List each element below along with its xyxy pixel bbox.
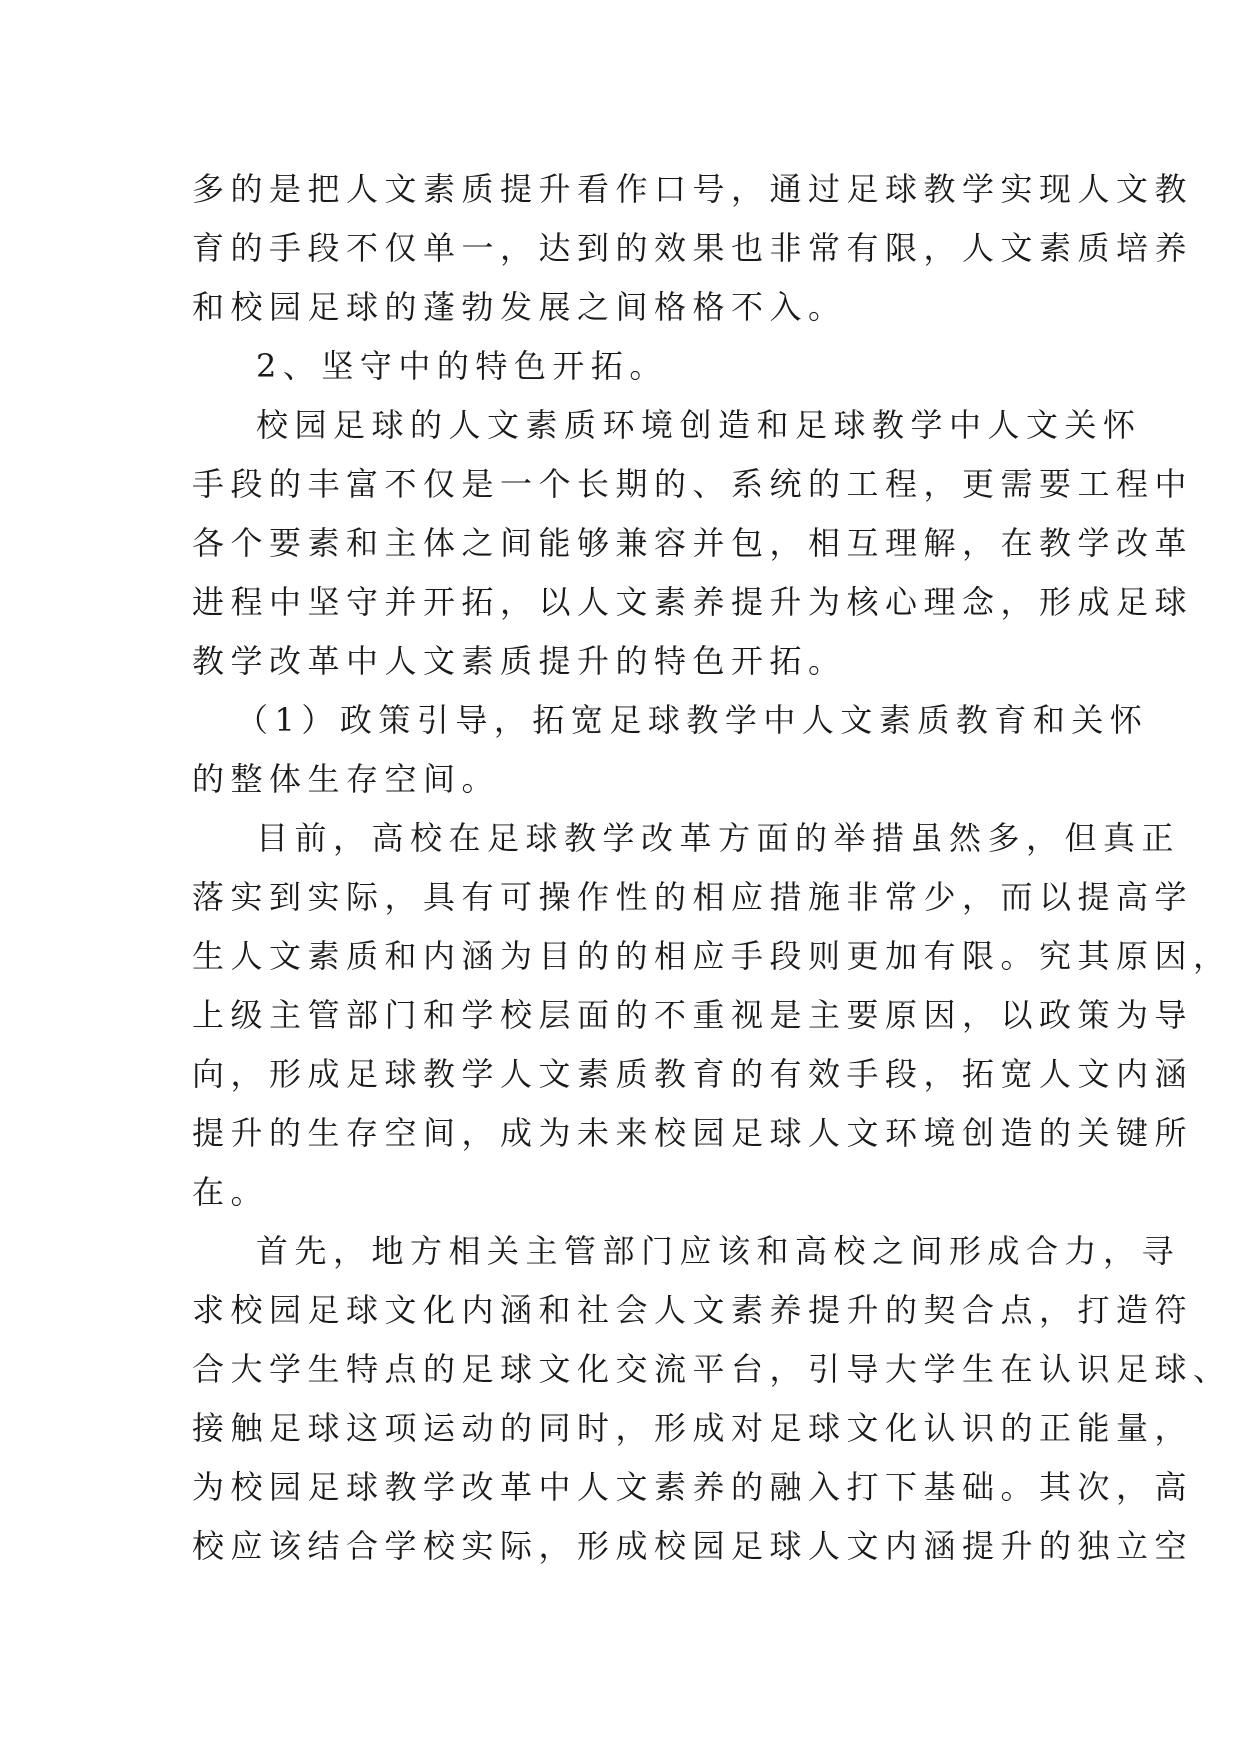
text-line: 合大学生特点的足球文化交流平台，引导大学生在认识足球、 [192, 1350, 1232, 1388]
text-line: 目前，高校在足球教学改革方面的举措虽然多，但真正 [256, 819, 1181, 857]
text-line: 向，形成足球教学人文素质教育的有效手段，拓宽人文内涵 [192, 1055, 1194, 1093]
section-heading: 2、坚守中的特色开拓。 [256, 347, 668, 385]
text-line: 首先，地方相关主管部门应该和高校之间形成合力，寻 [256, 1232, 1181, 1270]
text-line: 落实到实际，具有可操作性的相应措施非常少，而以提高学 [192, 878, 1194, 916]
text-line: 为校园足球教学改革中人文素养的融入打下基础。其次，高 [192, 1468, 1194, 1506]
text-line: 上级主管部门和学校层面的不重视是主要原因，以政策为导 [192, 996, 1194, 1034]
text-line: 在。 [192, 1173, 270, 1211]
text-line: 接触足球这项运动的同时，形成对足球文化认识的正能量， [192, 1409, 1194, 1447]
text-line: 进程中坚守并开拓，以人文素养提升为核心理念，形成足球 [192, 583, 1194, 621]
text-line: 多的是把人文素质提升看作口号，通过足球教学实现人文教 [192, 170, 1194, 208]
text-line: 提升的生存空间，成为未来校园足球人文环境创造的关键所 [192, 1114, 1194, 1152]
text-line: 生人文素质和内涵为目的的相应手段则更加有限。究其原因， [192, 937, 1232, 975]
text-line: 教学改革中人文素质提升的特色开拓。 [192, 642, 847, 680]
text-line: 手段的丰富不仅是一个长期的、系统的工程，更需要工程中 [192, 465, 1194, 503]
text-line: 求校园足球文化内涵和社会人文素养提升的契合点，打造符 [192, 1291, 1194, 1329]
text-line: 各个要素和主体之间能够兼容并包，相互理解，在教学改革 [192, 524, 1194, 562]
text-line: 育的手段不仅单一，达到的效果也非常有限，人文素质培养 [192, 229, 1194, 267]
text-line: 校应该结合学校实际，形成校园足球人文内涵提升的独立空 [192, 1527, 1194, 1565]
text-line: 的整体生存空间。 [192, 760, 501, 798]
text-line: 校园足球的人文素质环境创造和足球教学中人文关怀 [256, 406, 1142, 444]
subsection-heading: （1）政策引导，拓宽足球教学中人文素质教育和关怀 [236, 701, 1149, 739]
text-line: 和校园足球的蓬勃发展之间格格不入。 [192, 288, 847, 326]
document-body [192, 160, 1232, 1576]
